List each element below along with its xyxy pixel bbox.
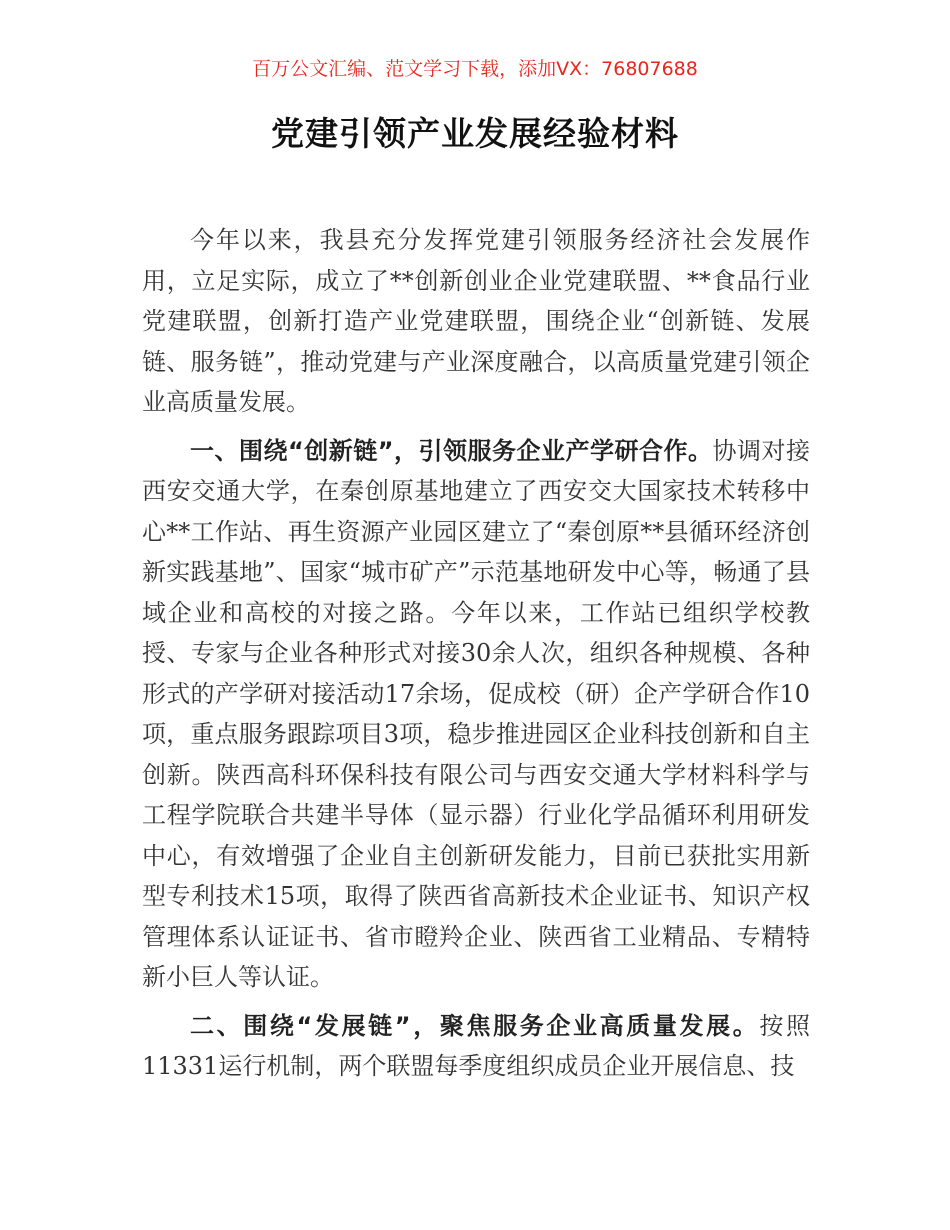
paragraph-intro	[142, 220, 810, 423]
document-title: 党建引领产业发展经验材料	[271, 114, 679, 153]
paragraph-text: 协调对接西安交通大学，在秦创原基地建立了西安交大国家技术转移中心**工作站、再生资源产业园区建立了“秦创原**县循环经济创新实践基地”、国家“城市矿产”示范基地研发中心等，畅通了县域企业和高校的对接之路。今年以来，工作站已组织学校教授、专家与企业各种形式对接30余人次，组织各种规模、各种形式的产学研对接活动17余场，促成校（研）企产学研合作10项，重点服务跟踪项目3项，稳步推进园区企业科技创新和自主创新。陕西高科环保科技有限公司与西安交通大学材料科学与工程学院联合共建半导体（显示器）行业化学品循环利用研发中心，有效增强了企业自主创新研发能力，目前已获批实用新型专利技术15项，取得了陕西省高新技术企业证书、知识产权管理体系认证证书、省市瞪羚企业、陕西省工业精品、专精特新小巨人等认证。	[142, 436, 811, 991]
paragraph-text: 今年以来，我县充分发挥党建引领服务经济社会发展作用，立足实际，成立了**创新创业企业党建联盟、**食品行业党建联盟，创新打造产业党建联盟，围绕企业“创新链、发展链、服务链”，推动党建与产业深度融合，以高质量党建引领企业高质量发展。	[142, 226, 810, 416]
paragraph-section-1	[142, 431, 810, 998]
document-body	[142, 220, 810, 1095]
section-heading: 二、围绕“发展链”，聚焦服务企业高质量发展。	[190, 1011, 760, 1040]
section-heading: 一、围绕“创新链”，引领服务企业产学研合作。	[190, 436, 713, 465]
paragraph-text: 按照11331运行机制，两个联盟每季度组织成员企业开展信息、技	[142, 1011, 811, 1080]
header-banner: 百万公文汇编、范文学习下载，添加VX：76807688	[252, 58, 698, 80]
paragraph-section-2	[142, 1006, 810, 1087]
